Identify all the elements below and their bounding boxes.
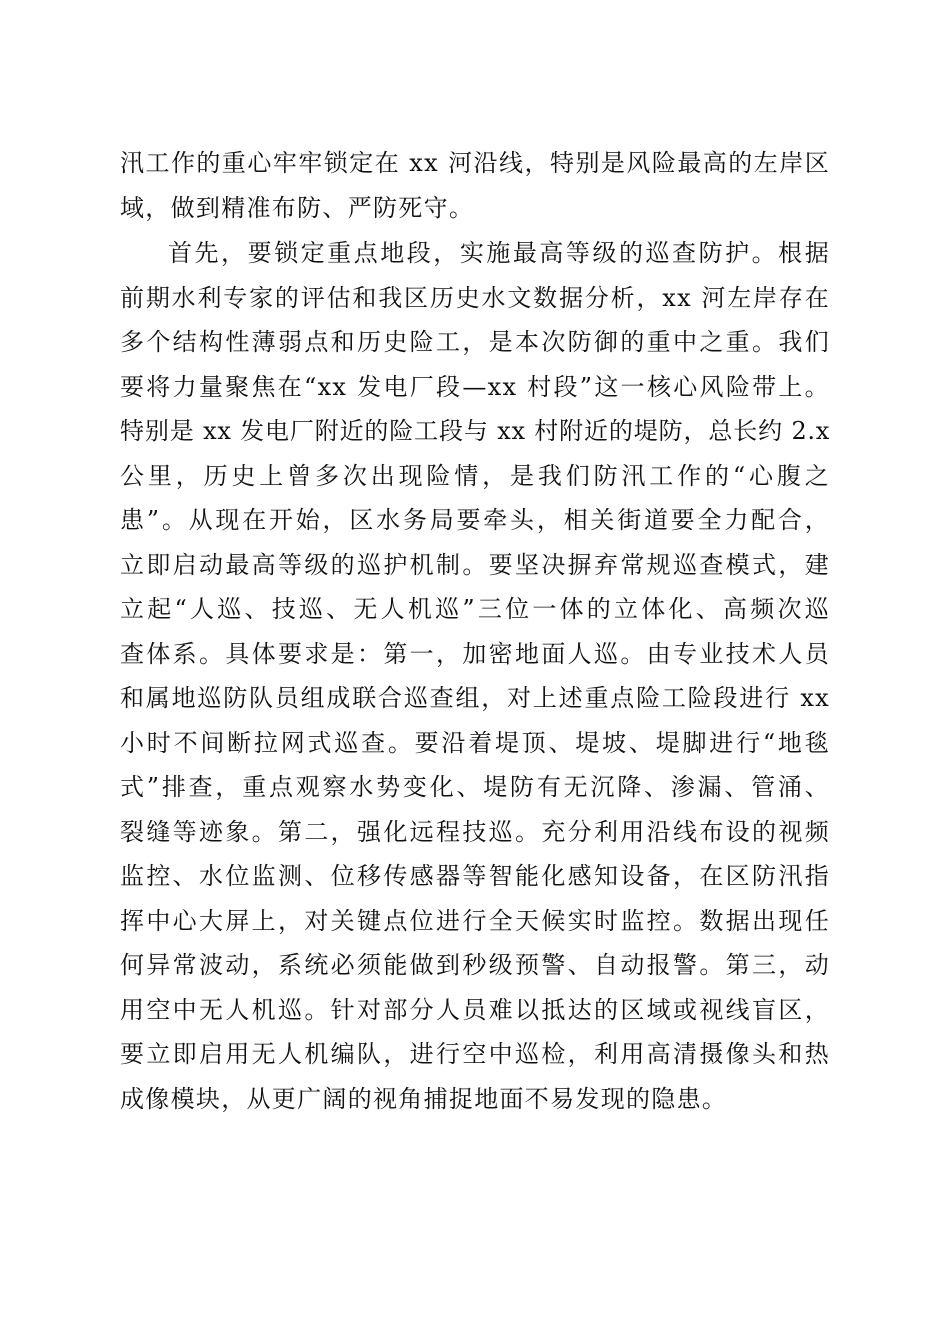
text-line: 监控、水位监测、位移传感器等智能化感知设备，在区防汛指: [120, 862, 830, 890]
text-line: 患”。从现在开始，区水务局要牵头，相关街道要全力配合，: [120, 506, 830, 534]
text-line: 小时不间断拉网式巡查。要沿着堤顶、堤坡、堤脚进行“地毯: [120, 729, 830, 757]
text-line: 公里，历史上曾多次出现险情，是我们防汛工作的“心腹之: [120, 462, 830, 490]
text-line: 和属地巡防队员组成联合巡查组，对上述重点险工险段进行 xx: [120, 684, 830, 712]
paragraph-first-line: 首先，要锁定重点地段，实施最高等级的巡查防护。根据: [168, 239, 830, 267]
text-line: 要将力量聚焦在“xx 发电厂段—xx 村段”这一核心风险带上。: [120, 373, 830, 401]
text-line: 裂缝等迹象。第二，强化远程技巡。充分利用沿线布设的视频: [120, 818, 830, 846]
text-line: 用空中无人机巡。针对部分人员难以抵达的区域或视线盲区，: [120, 996, 830, 1024]
text-line: 要立即启用无人机编队，进行空中巡检，利用高清摄像头和热: [120, 1040, 830, 1068]
text-line: 立即启动最高等级的巡护机制。要坚决摒弃常规巡查模式，建: [120, 551, 830, 579]
text-line: 式”排查，重点观察水势变化、堤防有无沉降、渗漏、管涌、: [120, 773, 830, 801]
text-line: 成像模块，从更广阔的视角捕捉地面不易发现的隐患。: [120, 1085, 728, 1113]
text-line: 汛工作的重心牢牢锁定在 xx 河沿线，特别是风险最高的左岸区: [120, 149, 830, 177]
text-line: 多个结构性薄弱点和历史险工，是本次防御的重中之重。我们: [120, 328, 830, 356]
text-line: 何异常波动，系统必须能做到秒级预警、自动报警。第三，动: [120, 951, 830, 979]
text-line: 域，做到精准布防、严防死守。: [120, 194, 475, 222]
text-line: 立起“人巡、技巡、无人机巡”三位一体的立体化、高频次巡: [120, 595, 830, 623]
text-line: 前期水利专家的评估和我区历史水文数据分析，xx 河左岸存在: [120, 284, 830, 312]
text-line: 查体系。具体要求是：第一，加密地面人巡。由专业技术人员: [120, 640, 830, 668]
text-line: 特别是 xx 发电厂附近的险工段与 xx 村附近的堤防，总长约 2.x: [120, 417, 830, 445]
text-line: 挥中心大屏上，对关键点位进行全天候实时监控。数据出现任: [120, 907, 830, 935]
